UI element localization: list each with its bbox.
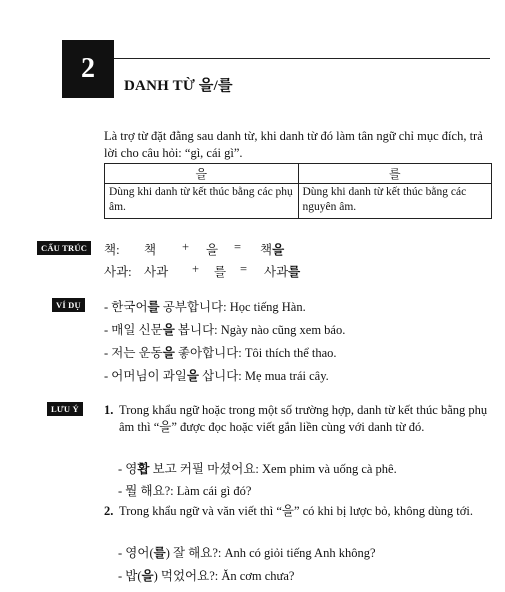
note-example <box>118 566 294 584</box>
structure-label: CẤU TRÚC <box>37 241 91 255</box>
structure-particle: 를 <box>214 265 227 279</box>
example-text: - 어머님이 과일 <box>104 369 187 383</box>
structure-result <box>264 262 300 280</box>
structure-equals: = <box>240 262 248 276</box>
table-cell-consonant: Dùng khi danh từ kết thúc bằng các phụ âm. <box>105 184 299 219</box>
chapter-number: 2 <box>81 53 95 84</box>
note-example-text: - 영어( <box>118 546 154 560</box>
example-translation: 봅니다: Ngày nào cũng xem báo. <box>174 323 346 337</box>
chapter-title: DANH TỪ 을/를 <box>124 78 233 94</box>
structure-word: 사과: <box>104 265 132 279</box>
note-item <box>104 503 492 520</box>
table-header-reul: 를 <box>298 164 492 184</box>
structure-result-particle: 을 <box>272 243 285 257</box>
example-particle: 을 <box>162 323 175 337</box>
structure-result <box>260 240 284 258</box>
note-number: 2. <box>104 504 114 518</box>
note-text: Trong khẩu ngữ hoặc trong một số trường hợp, danh từ kết thúc bằng phụ âm thì “을” được đọc hoặc viết gắn liền cùng với danh từ đó. <box>119 403 488 434</box>
example-text: - 저는 운동 <box>104 346 163 360</box>
note-number: 1. <box>104 403 114 417</box>
table-cell-vowel: Dùng khi danh từ kết thúc bằng các nguyên âm. <box>298 184 492 219</box>
header-rule <box>62 58 490 59</box>
structure-equals: = <box>234 240 242 254</box>
structure-particle: 을 <box>206 243 219 257</box>
example-text: - 한국어 <box>104 300 148 314</box>
note-example-translation: ) 먹었어요?: Ăn cơm chưa? <box>153 569 295 583</box>
note-example-translation: 보고 커필 마셨어요: Xem phim và uống cà phê. <box>149 462 397 476</box>
note-example-text: - 뭘 해요?: Làm cái gì đó? <box>118 484 252 498</box>
note-label: LƯU Ý <box>47 402 83 416</box>
note-example <box>118 459 397 477</box>
chapter-number-box <box>62 40 114 98</box>
structure-word: 책: <box>104 243 120 257</box>
note-example-particle: 을 <box>141 569 154 583</box>
note-item <box>104 402 492 435</box>
structure-plus: + <box>192 262 200 276</box>
note-text: Trong khẩu ngữ và văn viết thì “을” có khi bị lược bỏ, không dùng tới. <box>119 504 473 518</box>
structure-result-base: 사과 <box>264 265 289 279</box>
example-translation: 삽니다: Mẹ mua trái cây. <box>198 369 329 383</box>
example-particle: 을 <box>162 346 175 360</box>
example-text: - 매일 신문 <box>104 323 163 337</box>
example-item <box>104 366 329 384</box>
example-item <box>104 343 337 361</box>
example-particle: 를 <box>147 300 160 314</box>
example-translation: 좋아합니다: Tôi thích thể thao. <box>174 346 337 360</box>
table-header-eul: 을 <box>105 164 299 184</box>
structure-result-particle: 를 <box>288 265 301 279</box>
example-translation: 공부합니다: Học tiếng Hàn. <box>159 300 306 314</box>
note-example-text: - 영 <box>118 462 138 476</box>
note-example-text: - 밥( <box>118 569 142 583</box>
structure-plus: + <box>182 240 190 254</box>
example-item <box>104 320 345 338</box>
intro-paragraph: Là trợ từ đặt đằng sau danh từ, khi danh từ đó làm tân ngữ chỉ mục đích, trả lời cho câu hỏi: “gì, cái gì”. <box>104 129 483 160</box>
note-example <box>118 543 376 561</box>
structure-result-base: 책 <box>260 243 273 257</box>
example-label: VÍ DỤ <box>52 298 85 312</box>
note-example-translation: ) 잘 해요?: Anh có giỏi tiếng Anh không? <box>165 546 376 560</box>
example-particle: 을 <box>186 369 199 383</box>
example-item <box>104 297 306 315</box>
note-example <box>118 481 251 499</box>
note-example-particle: 홥 <box>137 462 150 476</box>
structure-noun: 책 <box>144 243 157 257</box>
usage-table <box>104 163 492 219</box>
structure-noun: 사과 <box>144 265 169 279</box>
note-example-particle: 를 <box>153 546 166 560</box>
